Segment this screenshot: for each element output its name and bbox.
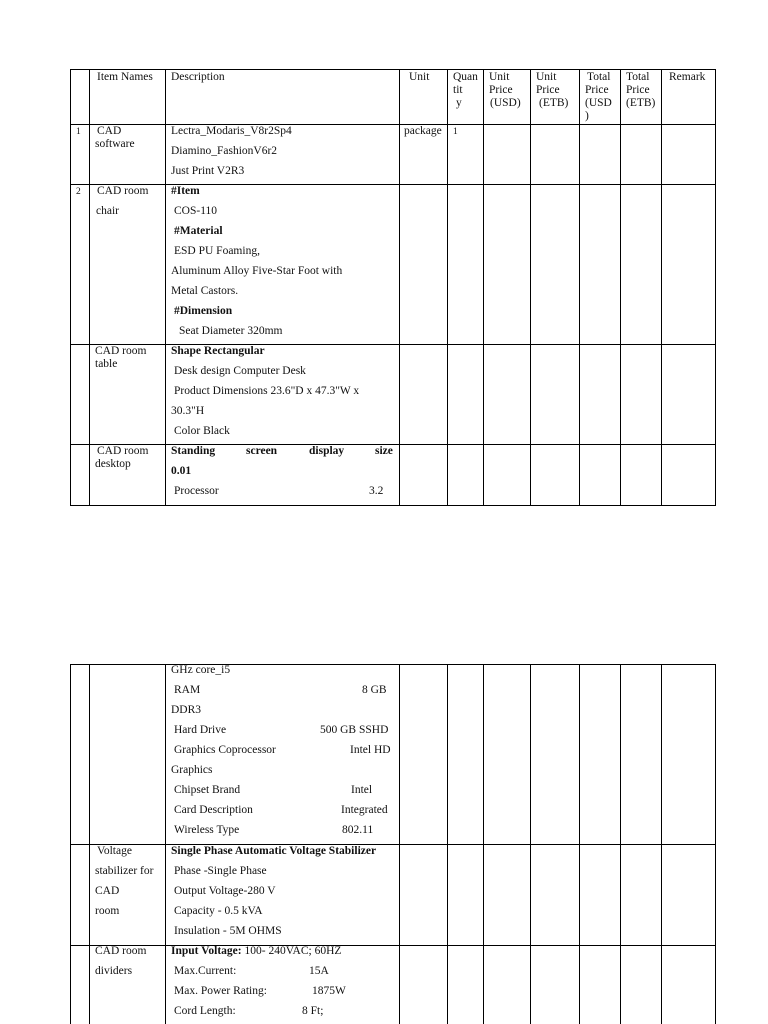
description-heading: 0.01 [171, 465, 192, 477]
header-unit-price-etb-line: Price [536, 84, 560, 96]
item-name-line: CAD room [95, 345, 147, 357]
description-heading-word: size [375, 445, 393, 457]
description-value: Intel [351, 784, 373, 796]
description-line: RAM [174, 684, 201, 696]
description-line: Phase -Single Phase [174, 865, 267, 877]
header-description: Description [171, 71, 225, 83]
description-heading: Single Phase Automatic Voltage Stabilizer [171, 845, 377, 857]
description-value: 1875W [312, 985, 346, 997]
description-value: 8 Ft; [302, 1005, 324, 1017]
item-name-line: CAD room [97, 445, 149, 457]
description-line: COS-110 [174, 205, 218, 217]
header-unit-price-etb-line: (ETB) [539, 97, 569, 109]
header-total-price-usd-line: (USD [585, 97, 612, 109]
item-name-line: CAD [95, 885, 120, 897]
description-line: Product Dimensions 23.6"D x 47.3"W x [174, 385, 360, 397]
header-remark: Remark [669, 71, 706, 83]
header-unit-price-usd-line: (USD) [490, 97, 521, 109]
description-line: Max. Power Rating: [174, 985, 267, 997]
description-line [171, 945, 341, 958]
description-line: Insulation - 5M OHMS [174, 925, 282, 937]
header-total-price-usd-line: ) [585, 110, 589, 122]
description-line: Capacity - 0.5 kVA [174, 905, 263, 917]
description-line: Card Description [174, 804, 253, 816]
header-total-price-etb-line: Price [626, 84, 650, 96]
description-value: 8 GB [362, 684, 387, 696]
description-heading-word: display [309, 445, 345, 457]
description-value: Intel HD [350, 744, 391, 756]
description-line: Processor [174, 485, 219, 497]
description-line: Metal Castors. [171, 285, 239, 297]
description-value: 500 GB SSHD [320, 724, 389, 736]
header-unit-price-usd-line: Price [489, 84, 513, 96]
item-name-line: Voltage [97, 845, 132, 857]
description-line: Desk design Computer Desk [174, 365, 306, 377]
description-heading-word: Standing [171, 445, 216, 457]
description-value: Integrated [341, 804, 388, 816]
description-heading: Shape Rectangular [171, 345, 265, 357]
description-line: Hard Drive [174, 724, 227, 736]
item-name-line: CAD room [95, 945, 147, 957]
description-heading: #Dimension [174, 305, 233, 317]
quantity-value: 1 [453, 127, 458, 137]
header-total-price-usd-line: Total [587, 71, 611, 83]
header-quantity-line: Quan [453, 71, 478, 83]
item-name-line: CAD [97, 125, 122, 137]
header-item-names: Item Names [97, 71, 153, 83]
row-number: 1 [76, 127, 81, 137]
description-line: Cord Length: [174, 1005, 236, 1017]
description-line: Graphics Coprocessor [174, 744, 276, 756]
description-heading: Input Voltage: [171, 945, 242, 957]
description-value: 15A [309, 965, 329, 977]
row-number: 2 [76, 187, 81, 197]
header-unit-price-usd-line: Unit [489, 71, 510, 83]
header-unit: Unit [409, 71, 430, 83]
header-total-price-etb-line: Total [626, 71, 650, 83]
description-value: 3.2 [369, 485, 384, 497]
description-heading-word: screen [246, 445, 278, 457]
header-quantity-line: y [456, 97, 462, 109]
description-line: Wireless Type [174, 824, 240, 836]
description-heading: #Material [174, 225, 223, 237]
description-line: Color Black [174, 425, 230, 437]
header-total-price-usd-line: Price [585, 84, 609, 96]
description-line: Max.Current: [174, 965, 237, 977]
description-line: Lectra_Modaris_V8r2Sp4 [171, 125, 292, 137]
item-name-line: stabilizer for [95, 865, 154, 877]
description-line: DDR3 [171, 704, 202, 716]
description-line: Aluminum Alloy Five-Star Foot with [171, 265, 343, 277]
description-line: Seat Diameter 320mm [179, 325, 283, 337]
header-quantity-line: tit [453, 84, 463, 96]
description-line: GHz core_i5 [171, 664, 231, 676]
item-name-line: table [95, 358, 118, 370]
description-line: Graphics [171, 764, 213, 776]
description-line: ESD PU Foaming, [174, 245, 260, 257]
description-line: Just Print V2R3 [171, 165, 245, 177]
description-heading: #Item [171, 185, 200, 197]
description-line: Output Voltage-280 V [174, 885, 276, 897]
item-name-line: chair [96, 205, 119, 217]
unit-value: package [404, 125, 442, 137]
description-line: Chipset Brand [174, 784, 241, 796]
description-line: 30.3"H [171, 405, 205, 417]
item-name-line: software [95, 138, 135, 150]
item-name-line: CAD room [97, 185, 149, 197]
item-name-line: room [95, 905, 120, 917]
description-value: 802.11 [342, 824, 374, 836]
header-total-price-etb-line: (ETB) [626, 97, 656, 109]
description-line: Diamino_FashionV6r2 [171, 145, 278, 157]
header-unit-price-etb-line: Unit [536, 71, 557, 83]
item-name-line: desktop [95, 458, 131, 470]
item-name-line: dividers [95, 965, 133, 977]
description-value: 100- 240VAC; 60HZ [241, 945, 342, 957]
